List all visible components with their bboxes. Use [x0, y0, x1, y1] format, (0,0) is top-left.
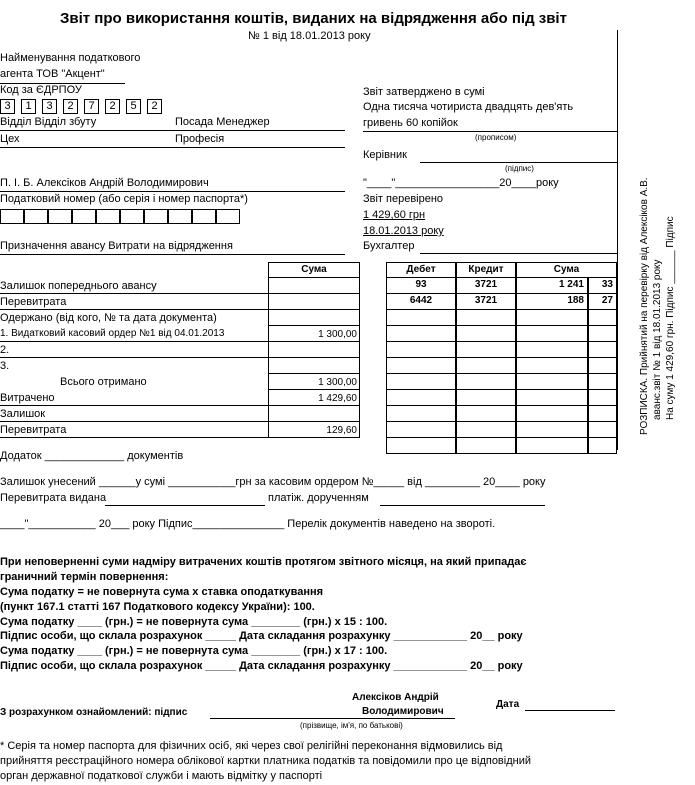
- left-table-header-sum: Сума: [268, 262, 360, 278]
- advance-row-label: Залишок: [0, 408, 46, 420]
- tax-number-label: Податковий номер (або серія і номер паспорта*): [0, 193, 248, 205]
- edrpou-digit: 2: [63, 99, 78, 114]
- advance-purpose: Призначення авансу Витрати на відрядження: [0, 240, 233, 252]
- report-subtitle: № 1 від 18.01.2013 року: [248, 30, 371, 42]
- advance-row-line: [0, 309, 268, 310]
- receipt-line-2: аванс.звіт № 1 від 18.01.2013 року: [652, 259, 663, 420]
- advance-row-line: [0, 437, 268, 438]
- accounting-cell: [456, 422, 516, 438]
- accounting-cell: [588, 438, 617, 454]
- tax-note-3: Сума податку = не повернута сума х ставка оподаткування: [0, 586, 324, 598]
- tax-note-2: граничний термін повернення:: [0, 571, 169, 583]
- receipt-line-3: На суму 1 429,60 грн. Підпис ______ Підпис: [665, 216, 676, 420]
- checked-label: Звіт перевірено: [363, 193, 444, 205]
- accounting-cell: [386, 406, 456, 422]
- accountant-label: Бухгалтер: [363, 240, 415, 252]
- advance-row-sum: 1 300,00: [268, 374, 360, 390]
- accounting-cell: [386, 326, 456, 342]
- accounting-cell: [386, 342, 456, 358]
- overspend-line-2: [380, 505, 545, 506]
- receipt-line-1: РОЗПИСКА. Прийнятий на перевірку від Алексіков А.В.: [639, 177, 650, 435]
- attachment-line: Додаток _____________ документів: [0, 450, 184, 462]
- tax-number-box: [48, 209, 72, 224]
- tax-number-box: [24, 209, 48, 224]
- approved-sum-words-2: гривень 60 копійок: [363, 117, 458, 129]
- tax-number-box: [168, 209, 192, 224]
- signature-caption: (підпис): [505, 164, 534, 173]
- accounting-cell: 27: [588, 294, 617, 310]
- accounting-cell: [456, 358, 516, 374]
- date-line: [525, 710, 615, 711]
- advance-row-sum: 1 300,00: [268, 326, 360, 342]
- accountant-signature-line: [420, 253, 618, 254]
- purpose-underline: [0, 254, 345, 255]
- accounting-cell: [456, 326, 516, 342]
- shop-underline: [0, 147, 345, 148]
- advance-row-sum: [268, 342, 360, 358]
- position: Посада Менеджер: [175, 116, 270, 128]
- advance-row-line: [0, 357, 268, 358]
- tax-note-5: Сума податку ____ (грн.) = не повернута сума ________ (грн.) х 15 : 100.: [0, 616, 388, 628]
- advance-row-line: [0, 293, 268, 294]
- advance-row-sum: 1 429,60: [268, 390, 360, 406]
- accounting-cell: [516, 310, 588, 326]
- accounting-cell: [456, 342, 516, 358]
- tax-note-8: Підпис особи, що склала розрахунок _____ Дата складання розрахунку ____________ 20__ року: [0, 660, 523, 672]
- accounting-cell: [516, 422, 588, 438]
- edrpou-digit: 2: [105, 99, 120, 114]
- dept-underline: [0, 130, 345, 131]
- accounting-cell: 6442: [386, 294, 456, 310]
- tax-number-box: [72, 209, 96, 224]
- tax-number-box: [120, 209, 144, 224]
- tax-number-box: [144, 209, 168, 224]
- accounting-header: Дебет: [386, 262, 456, 278]
- accounting-cell: [588, 374, 617, 390]
- accounting-cell: 93: [386, 278, 456, 294]
- accounting-cell: [386, 422, 456, 438]
- accounting-cell: [516, 390, 588, 406]
- advance-row-label: 1. Видатковий касовий ордер №1 від 04.01.2013: [0, 328, 225, 339]
- accounting-cell: [456, 390, 516, 406]
- payment-order: платіж. дорученням: [268, 492, 369, 504]
- advance-row-sum: [268, 310, 360, 326]
- date-label: Дата: [496, 699, 520, 710]
- report-title: Звіт про використання коштів, виданих на відрядження або під звіт: [60, 10, 567, 27]
- advance-row-sum: [268, 294, 360, 310]
- approved-underline: [363, 131, 618, 132]
- acquainted-name-1: Алексіков Андрій: [352, 692, 439, 703]
- accounting-cell: [516, 342, 588, 358]
- approved-label: Звіт затверджено в сумі: [363, 86, 485, 98]
- checked-sum: 1 429,60 грн: [363, 209, 426, 221]
- advance-row-label: Всього отримано: [60, 376, 147, 388]
- accounting-cell: [456, 310, 516, 326]
- acquainted-signature-line: [210, 718, 455, 719]
- overspend-line-1: [105, 505, 265, 506]
- accounting-cell: [386, 358, 456, 374]
- tax-note-6: Підпис особи, що склала розрахунок _____ Дата складання розрахунку ____________ 20__ року: [0, 630, 523, 642]
- accounting-cell: [516, 326, 588, 342]
- signature-line: ____"___________ 20___ року Підпис_______________ Перелік документів наведено на звороті.: [0, 518, 496, 530]
- advance-row-sum: [268, 406, 360, 422]
- edrpou-digit: 3: [42, 99, 57, 114]
- accounting-cell: [588, 406, 617, 422]
- advance-row-label: 2.: [0, 344, 10, 356]
- accounting-cell: 3721: [456, 294, 516, 310]
- accounting-cell: [386, 374, 456, 390]
- footnote-3: орган державної податкової служби і мають відмітку у паспорті: [0, 770, 323, 782]
- checked-date: 18.01.2013 року: [363, 225, 444, 237]
- advance-row-label: 3.: [0, 360, 10, 372]
- footnote-1: * Серія та номер паспорта для фізичних осіб, які через свої релігійні переконання відмовились від: [0, 740, 503, 752]
- accounting-cell: [516, 406, 588, 422]
- acquainted-label: З розрахунком ознайомлений: підпис: [0, 707, 188, 718]
- edrpou-digit: 7: [84, 99, 99, 114]
- name-caption: (прізвище, ім'я, по батькові): [300, 721, 403, 730]
- receipt-border-line: [617, 30, 618, 450]
- advance-row-line: [0, 421, 268, 422]
- advance-row-label: Витрачено: [0, 392, 55, 404]
- advance-row-label: Перевитрата: [0, 424, 67, 436]
- tax-number-box: [0, 209, 24, 224]
- edrpou-digit: 1: [21, 99, 36, 114]
- accounting-cell: [456, 406, 516, 422]
- accounting-cell: [588, 326, 617, 342]
- accounting-cell: 188: [516, 294, 588, 310]
- tax-note-7: Сума податку ____ (грн.) = не повернута сума ________ (грн.) х 17 : 100.: [0, 645, 388, 657]
- advance-row-label: Залишок попереднього авансу: [0, 280, 157, 292]
- overspend-issued: Перевитрата видана: [0, 492, 107, 504]
- accounting-cell: [516, 374, 588, 390]
- tax-number-box: [192, 209, 216, 224]
- accounting-cell: [386, 438, 456, 454]
- in-words-caption: (прописом): [475, 133, 517, 142]
- tax-number-box: [216, 209, 240, 224]
- advance-row-label: Одержано (від кого, № та дата документа): [0, 312, 217, 324]
- tax-note-1: При неповерненні суми надміру витрачених коштів протягом звітного місяця, на який припадає: [0, 556, 527, 568]
- accounting-cell: [588, 310, 617, 326]
- accounting-header: Сума: [516, 262, 617, 278]
- profession: Професія: [175, 133, 225, 145]
- accounting-cell: [588, 358, 617, 374]
- accounting-cell: [588, 390, 617, 406]
- edrpou-digit: 3: [0, 99, 15, 114]
- name-underline: [0, 191, 345, 192]
- advance-row-sum: 129,60: [268, 422, 360, 438]
- accounting-header: Кредит: [456, 262, 516, 278]
- edrpou-digit: 5: [126, 99, 141, 114]
- accounting-cell: [456, 374, 516, 390]
- accounting-cell: [386, 310, 456, 326]
- advance-row-line: [0, 405, 268, 406]
- manager-signature-line: [420, 162, 618, 163]
- footnote-2: прийняття реєстраційного номера облікової картки платника податків та повідомили про це відповідний: [0, 755, 532, 767]
- advance-row-label: Перевитрата: [0, 296, 67, 308]
- shop: Цех: [0, 133, 20, 145]
- accounting-cell: [456, 438, 516, 454]
- advance-row-sum: [268, 278, 360, 294]
- agent-label: Найменування податкового: [0, 52, 141, 64]
- accounting-cell: [516, 438, 588, 454]
- accounting-cell: 1 241: [516, 278, 588, 294]
- approved-sum-words-1: Одна тисяча чотириста двадцять дев'ять: [363, 101, 574, 113]
- advance-row-sum: [268, 358, 360, 374]
- department: Відділ Відділ збуту: [0, 116, 97, 128]
- approval-date: "____"_________________20____року: [363, 177, 559, 189]
- acquainted-name-2: Володимирович: [362, 706, 444, 717]
- edrpou-label: Код за ЄДРПОУ: [0, 84, 82, 96]
- accounting-cell: [386, 390, 456, 406]
- deposit-line: Залишок унесений ______у сумі ___________грн за касовим ордером №_____ від _________ 20____ року: [0, 476, 546, 488]
- agent-name: агента ТОВ "Акцент": [0, 68, 105, 80]
- full-name: П. І. Б. Алексіков Андрій Володимирович: [0, 177, 209, 189]
- accounting-cell: [516, 358, 588, 374]
- accounting-cell: 33: [588, 278, 617, 294]
- manager-label: Керівник: [363, 149, 407, 161]
- accounting-cell: 3721: [456, 278, 516, 294]
- accounting-cell: [588, 422, 617, 438]
- edrpou-digit: 2: [147, 99, 162, 114]
- tax-number-box: [96, 209, 120, 224]
- accounting-cell: [588, 342, 617, 358]
- advance-row-line: [0, 341, 268, 342]
- tax-note-4: (пункт 167.1 статті 167 Податкового кодексу України): 100.: [0, 601, 315, 613]
